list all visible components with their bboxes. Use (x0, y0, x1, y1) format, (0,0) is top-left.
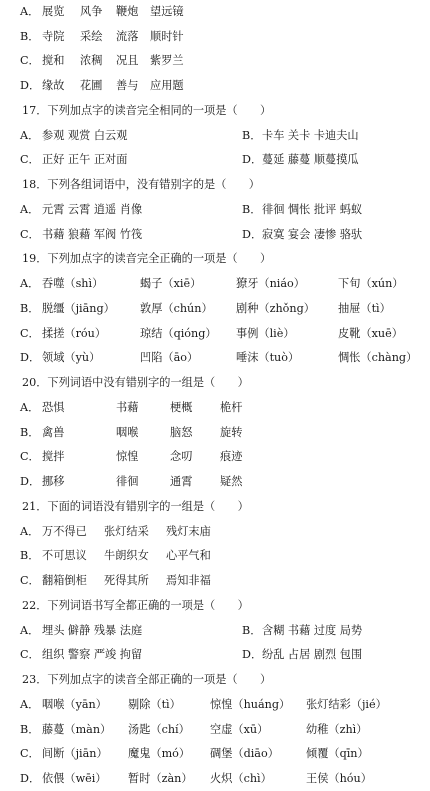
option-word: 惊惶（huáng） (210, 698, 291, 711)
option-word: 依偎（wēi） (42, 772, 107, 785)
option-label: C． (20, 648, 40, 661)
option-word: 望远镜 (150, 5, 184, 18)
option-label: A． (20, 129, 40, 142)
option-label: D． (20, 772, 41, 785)
option-word: 善与 (116, 79, 139, 92)
option-word: 书藉 (116, 401, 139, 414)
option-word: 事例（liè） (236, 327, 295, 340)
option-word: 皮靴（xuē） (338, 327, 403, 340)
option-word: 痕迹 (220, 450, 243, 463)
option-row (0, 718, 430, 742)
option-word: 展览 (42, 5, 65, 18)
option-word: 徘徊 (116, 475, 139, 488)
option-word: 参观 观赏 白云观 (42, 129, 128, 142)
option-word: 元霄 云霄 逍遥 肖像 (42, 203, 143, 216)
option-label: B． (20, 549, 40, 562)
option-word: 焉知非福 (166, 574, 211, 587)
option-word: 间断（jiān） (42, 747, 108, 760)
option-label: C． (20, 327, 40, 340)
option-word: 浓稠 (80, 54, 103, 67)
option-word: 况且 (116, 54, 139, 67)
option-word: 惊惶 (116, 450, 139, 463)
option-row (0, 346, 430, 370)
option-label: C． (20, 153, 40, 166)
option-row (0, 619, 430, 643)
option-word: 缘故 (42, 79, 65, 92)
option-word: 疑然 (220, 475, 243, 488)
option-row (0, 272, 430, 296)
option-label: B． (20, 302, 40, 315)
option-word: 下旬（xún） (338, 277, 404, 290)
option-word: 恐惧 (42, 401, 65, 414)
option-word: 不可思议 (42, 549, 87, 562)
option-word: 张灯结彩（jié） (306, 698, 387, 711)
option-word: 埋头 僻静 残暴 法庭 (42, 624, 143, 637)
option-word: 蝎子（xiē） (140, 277, 202, 290)
option-row (0, 742, 430, 766)
option-row (0, 74, 430, 98)
option-label: A． (20, 624, 40, 637)
option-row (0, 569, 430, 593)
option-word: 徘徊 惆怅 批评 蚂蚁 (262, 203, 363, 216)
option-word: 组织 警察 严竣 拘留 (42, 648, 143, 661)
question-line (0, 594, 430, 618)
option-label: D． (242, 153, 263, 166)
option-label: A． (20, 401, 40, 414)
option-word: 抽屉（tì） (338, 302, 391, 315)
option-word: 唾沫（tuò） (236, 351, 300, 364)
option-label: B． (20, 426, 40, 439)
option-word: 纷乱 占居 剧烈 包围 (262, 648, 363, 661)
option-label: B． (20, 723, 40, 736)
option-word: 通霄 (170, 475, 193, 488)
option-label: D． (20, 351, 41, 364)
option-label: C． (20, 54, 40, 67)
option-word: 心平气和 (166, 549, 211, 562)
option-word: 碉堡（diāo） (210, 747, 279, 760)
option-word: 琼结（qióng） (140, 327, 217, 340)
question-text: 22．下列词语书写全都正确的一项是（ ） (22, 599, 249, 612)
option-word: 领域（yù） (42, 351, 101, 364)
option-row (0, 470, 430, 494)
option-word: 咽喉 (116, 426, 139, 439)
option-word: 旋转 (220, 426, 243, 439)
option-word: 凹陷（āo） (140, 351, 199, 364)
option-word: 禽兽 (42, 426, 65, 439)
option-word: 顺时针 (150, 30, 184, 43)
option-row (0, 693, 430, 717)
option-word: 空虚（xū） (210, 723, 269, 736)
option-label: D． (242, 648, 263, 661)
option-row (0, 198, 430, 222)
option-word: 梗概 (170, 401, 193, 414)
option-row (0, 49, 430, 73)
option-label: C． (20, 450, 40, 463)
option-label: D． (242, 228, 263, 241)
question-line (0, 371, 430, 395)
option-word: 汤匙（chí） (128, 723, 190, 736)
option-word: 张灯结采 (104, 525, 149, 538)
option-word: 死得其所 (104, 574, 149, 587)
option-word: 獠牙（niáo） (236, 277, 305, 290)
option-word: 倾覆（qīn） (306, 747, 369, 760)
option-word: 万不得已 (42, 525, 87, 538)
option-word: 搅和 (42, 54, 65, 67)
option-row (0, 421, 430, 445)
option-word: 脱缰（jiāng） (42, 302, 115, 315)
option-word: 牛朗织女 (104, 549, 149, 562)
option-word: 正好 正午 正对面 (42, 153, 128, 166)
option-word: 紫罗兰 (150, 54, 184, 67)
question-line (0, 668, 430, 692)
option-word: 书藉 狼藉 军阀 竹筏 (42, 228, 143, 241)
option-word: 剔除（tì） (128, 698, 181, 711)
option-label: C． (20, 747, 40, 760)
option-word: 暂时（zàn） (128, 772, 193, 785)
option-row (0, 767, 430, 791)
option-word: 风争 (80, 5, 103, 18)
option-word: 敦厚（chún） (140, 302, 213, 315)
option-word: 寂寞 宴会 凄惨 骆驮 (262, 228, 363, 241)
option-word: 蔓延 藤蔓 顺蔓摸瓜 (262, 153, 359, 166)
question-line (0, 173, 430, 197)
option-label: C． (20, 228, 40, 241)
question-text: 20．下列词语中没有错别字的一组是（ ） (22, 376, 249, 389)
option-word: 采绘 (80, 30, 103, 43)
question-line (0, 247, 430, 271)
option-word: 念叨 (170, 450, 193, 463)
option-label: B． (242, 624, 262, 637)
option-word: 搅拌 (42, 450, 65, 463)
option-word: 残灯末庙 (166, 525, 211, 538)
option-word: 幼稚（zhì） (306, 723, 368, 736)
option-row (0, 0, 430, 24)
option-word: 鞭炮 (116, 5, 139, 18)
option-word: 火炽（chì） (210, 772, 272, 785)
question-text: 18．下列各组词语中，没有错别字的是（ ） (22, 178, 260, 191)
option-word: 咽喉（yān） (42, 698, 107, 711)
option-word: 藤蔓（màn） (42, 723, 112, 736)
option-label: A． (20, 5, 40, 18)
option-row (0, 520, 430, 544)
option-word: 应用题 (150, 79, 184, 92)
option-row (0, 445, 430, 469)
option-label: C． (20, 574, 40, 587)
option-row (0, 148, 430, 172)
option-row (0, 223, 430, 247)
option-row (0, 25, 430, 49)
option-row (0, 297, 430, 321)
option-row (0, 544, 430, 568)
option-word: 揉搓（róu） (42, 327, 107, 340)
option-label: B． (242, 203, 262, 216)
question-text: 19．下列加点字的读音完全正确的一项是（ ） (22, 252, 272, 265)
option-word: 吞噬（shì） (42, 277, 104, 290)
option-label: D． (20, 79, 41, 92)
option-word: 剧种（zhǒng） (236, 302, 315, 315)
option-label: B． (20, 30, 40, 43)
question-text: 23．下列加点字的读音全部正确的一项是（ ） (22, 673, 272, 686)
option-label: A． (20, 525, 40, 538)
option-row (0, 124, 430, 148)
option-label: A． (20, 203, 40, 216)
option-word: 桅杆 (220, 401, 243, 414)
option-label: B． (242, 129, 262, 142)
option-row (0, 396, 430, 420)
question-text: 17．下列加点字的读音完全相同的一项是（ ） (22, 104, 272, 117)
question-text: 21．下面的词语没有错别字的一组是（ ） (22, 500, 249, 513)
option-word: 含糊 书藉 过度 局势 (262, 624, 363, 637)
option-word: 魔鬼（mó） (128, 747, 191, 760)
question-line (0, 495, 430, 519)
question-line (0, 99, 430, 123)
option-word: 卡车 关卡 卡迪夫山 (262, 129, 359, 142)
option-row (0, 643, 430, 667)
option-word: 脑怒 (170, 426, 193, 439)
option-word: 花圃 (80, 79, 103, 92)
option-word: 王侯（hóu） (306, 772, 372, 785)
option-word: 寺院 (42, 30, 65, 43)
option-word: 惆怅（chàng） (338, 351, 418, 364)
option-row (0, 322, 430, 346)
option-word: 流落 (116, 30, 139, 43)
option-word: 翻箱倒柜 (42, 574, 87, 587)
option-word: 挪移 (42, 475, 65, 488)
option-label: A． (20, 698, 40, 711)
option-label: A． (20, 277, 40, 290)
option-label: D． (20, 475, 41, 488)
